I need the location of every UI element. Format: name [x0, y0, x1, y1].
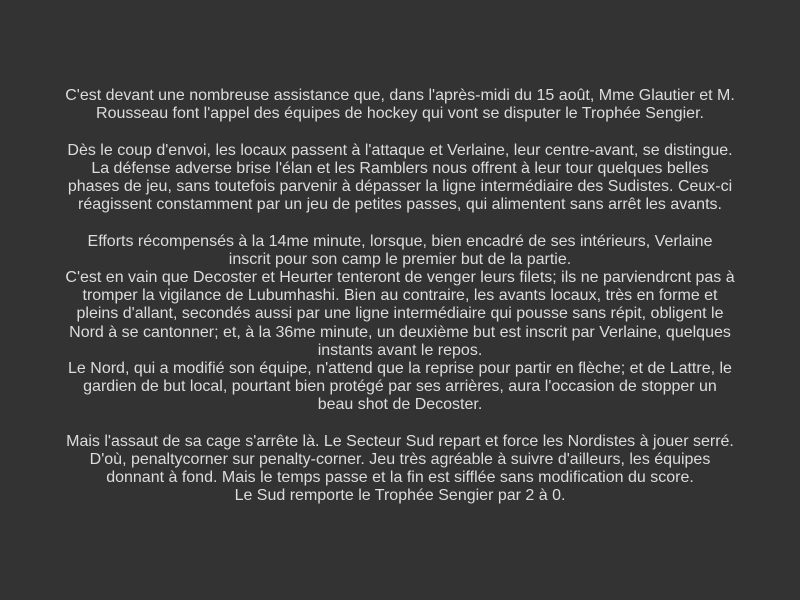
text-line: réagissent constamment par un jeu de petites passes, qui alimentent sans arrêt les avants. [78, 196, 722, 214]
text-line: instants avant le repos. [317, 341, 483, 359]
text-line: C'est devant une nombreuse assistance que, dans l'après-midi du 15 août, Mme Glautier et M. [65, 87, 735, 104]
article-text [20, 87, 780, 506]
text-line: Mais l'assaut de sa cage s'arrête là. Le Secteur Sud repart et force les Nordistes à jouer serré. [66, 432, 734, 450]
text-line: C'est en vain que Decoster et Heurter tenteront de venger leurs filets; ils ne parviendrcnt pas à [65, 269, 735, 286]
paragraph-gap [20, 214, 780, 232]
paragraph-gap [20, 415, 780, 433]
text-line: phases de jeu, sans toutefois parvenir à dépasser la ligne intermédiaire des Sudistes. Ceux-ci [67, 178, 733, 195]
paragraph-2 [20, 142, 780, 215]
text-line: Le Sud remporte le Trophée Sengier par 2 à 0. [234, 487, 566, 505]
text-line: gardien de but local, pourtant bien protégé par ses arrières, aura l'occasion de stopper un [83, 378, 717, 396]
text-line: beau shot de Decoster. [317, 396, 483, 414]
text-line: Dès le coup d'envoi, les locaux passent à l'attaque et Verlaine, leur centre-avant, se distingue. [67, 141, 733, 159]
text-line: donnant à fond. Mais le temps passe et la fin est sifflée sans modification du score. [106, 469, 694, 487]
text-line: Efforts récompensés à la 14me minute, lorsque, bien encadré de ses intérieurs, Verlaine [87, 232, 713, 250]
paragraph-4 [20, 433, 780, 506]
text-line: La défense adverse brise l'élan et les Ramblers nous offrent à leur tour quelques belles [91, 159, 709, 177]
text-line: inscrit pour son camp le premier but de la partie. [228, 250, 572, 268]
paragraph-3 [20, 233, 780, 415]
text-line: pleins d'allant, secondés aussi par une ligne intermédiaire qui pousse sans répit, obligent le [76, 305, 724, 323]
text-line: Rousseau font l'appel des équipes de hockey qui vont se disputer le Trophée Sengier. [96, 105, 704, 123]
paragraph-gap [20, 123, 780, 141]
paragraph-1 [20, 87, 780, 123]
text-line: tromper la vigilance de Lubumhashi. Bien au contraire, les avants locaux, très en forme et [82, 287, 718, 305]
text-line: Nord à se cantonner; et, à la 36me minute, un deuxième but est inscrit par Verlaine, quelques [69, 323, 731, 341]
text-line: D'où, penaltycorner sur penalty-corner. Jeu très agréable à suivre d'ailleurs, les équipes [89, 451, 711, 469]
text-line: Le Nord, qui a modifié son équipe, n'attend que la reprise pour partir en flèche; et de Lattre, le [68, 360, 732, 378]
